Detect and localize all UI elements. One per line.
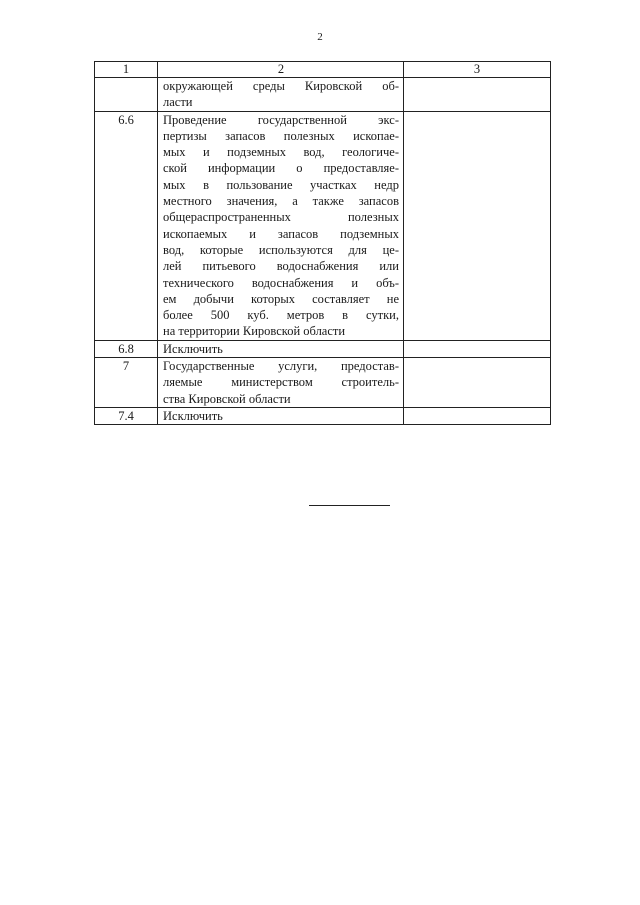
- description-line: ископаемых и запасов подземных: [163, 226, 399, 241]
- row-note-cell: [404, 358, 551, 408]
- description-line: на территории Кировской области: [163, 324, 346, 339]
- row-note-cell: [404, 407, 551, 424]
- table-header-row: [95, 62, 551, 78]
- services-table: [94, 61, 551, 425]
- table-row: [95, 407, 551, 424]
- row-number-cell: [95, 78, 158, 112]
- table-body: [95, 78, 551, 425]
- description-line: пертизы запасов полезных ископае-: [163, 128, 399, 143]
- table-row: [95, 358, 551, 408]
- row-description-cell: [158, 111, 404, 340]
- description-line: ской информации о предоставляе-: [163, 161, 399, 176]
- description-line: окружающей среды Кировской об-: [163, 79, 399, 93]
- description-line: Проведение государственной экс-: [163, 112, 399, 127]
- row-note-cell: [404, 78, 551, 112]
- description-line: лей питьевого водоснабжения или: [163, 259, 399, 274]
- table-row: [95, 111, 551, 340]
- end-separator-line: [309, 505, 390, 506]
- row-number-cell: 6.8: [95, 340, 158, 357]
- row-note-cell: [404, 340, 551, 357]
- row-description-cell: [158, 358, 404, 408]
- row-number-cell: 7.4: [95, 407, 158, 424]
- row-description-cell: [158, 340, 404, 357]
- description-line: технического водоснабжения и объ-: [163, 275, 399, 290]
- description-line: вод, которые используются для це-: [163, 242, 399, 257]
- page-number: 2: [317, 31, 323, 43]
- table-row: [95, 340, 551, 357]
- description-line: общераспространенных полезных: [163, 210, 399, 225]
- description-line: ем добычи которых составляет не: [163, 291, 399, 306]
- description-line: ства Кировской области: [163, 391, 291, 406]
- row-description-cell: [158, 78, 404, 112]
- description-line: местного значения, а также запасов: [163, 194, 399, 209]
- header-cell-2: 2: [158, 62, 404, 78]
- description-line: мых и подземных вод, геологиче-: [163, 145, 399, 160]
- description-line: Государственные услуги, предостав-: [163, 359, 399, 374]
- header-cell-3: 3: [404, 62, 551, 78]
- row-number-cell: 7: [95, 358, 158, 408]
- description-line: мых в пользование участках недр: [163, 177, 399, 192]
- description-line: Исключить: [163, 341, 223, 356]
- row-note-cell: [404, 111, 551, 340]
- row-number-cell: 6.6: [95, 111, 158, 340]
- description-line: ласти: [163, 95, 193, 110]
- row-description-cell: [158, 407, 404, 424]
- table-row: [95, 78, 551, 112]
- description-line: ляемые министерством строитель-: [163, 375, 399, 390]
- header-cell-1: 1: [95, 62, 158, 78]
- description-line: Исключить: [163, 408, 223, 423]
- description-line: более 500 куб. метров в сутки,: [163, 308, 399, 323]
